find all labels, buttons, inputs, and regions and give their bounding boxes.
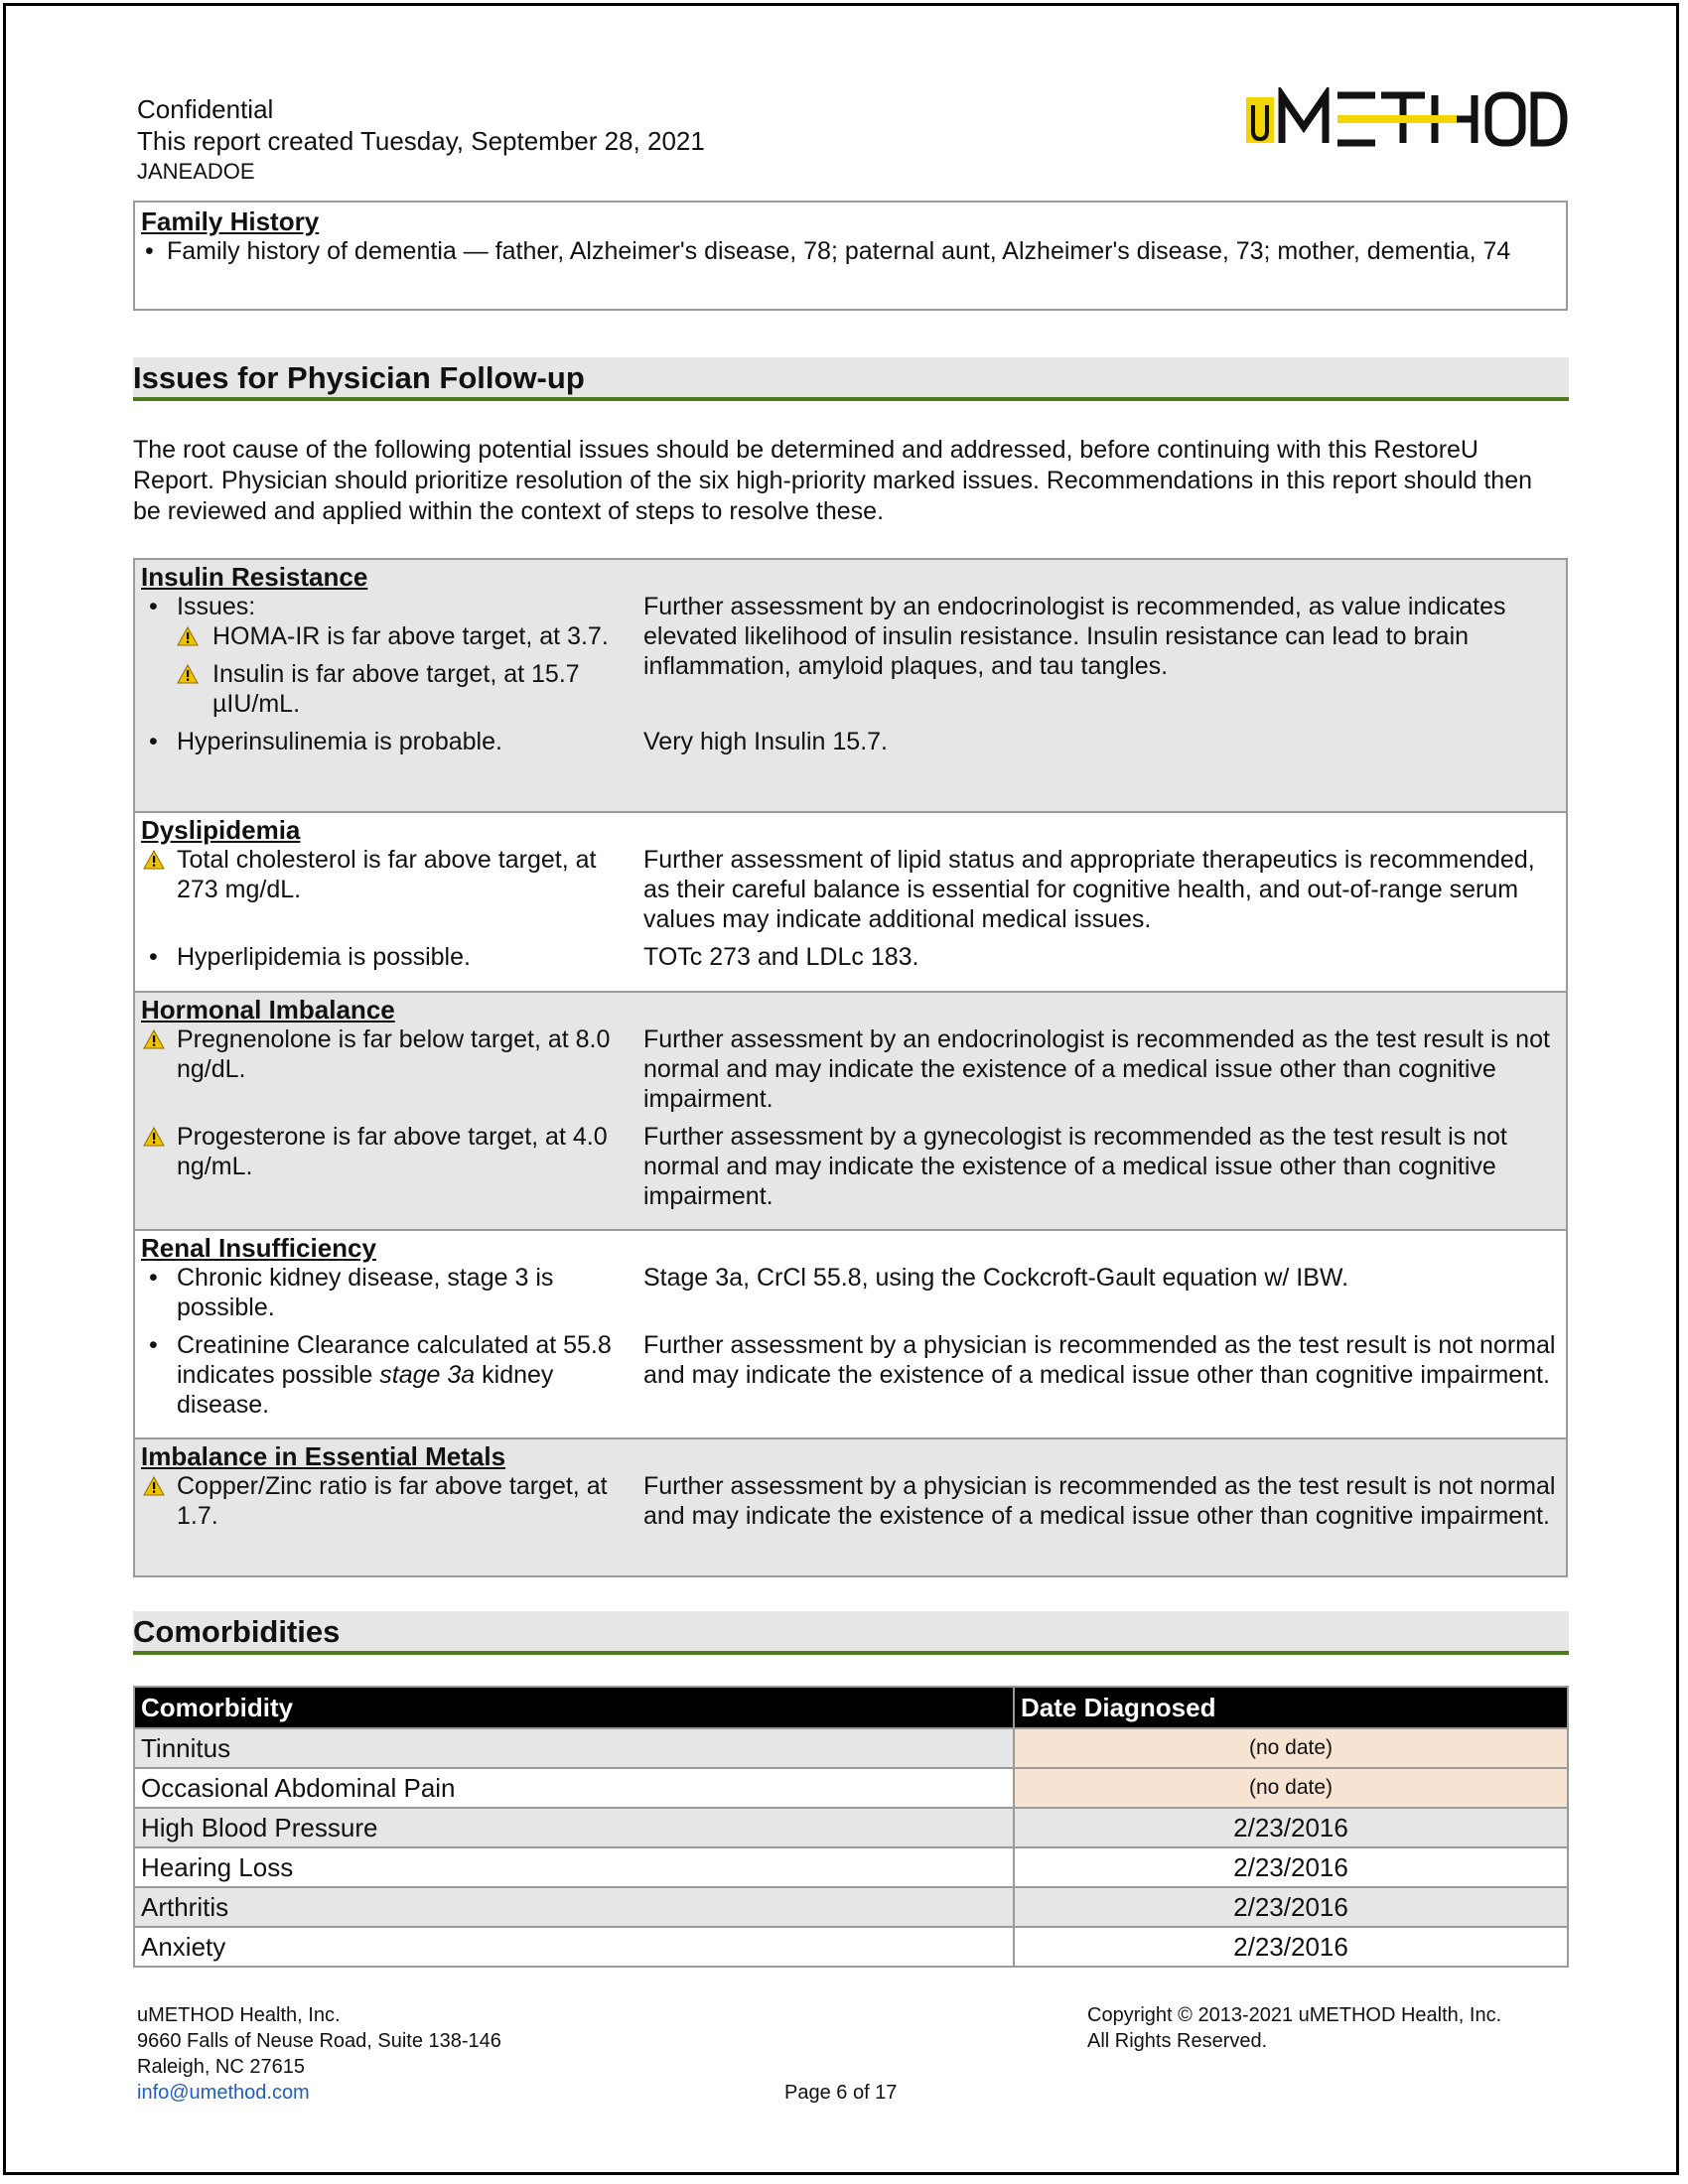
- patient-username: JANEADOE: [137, 159, 255, 184]
- issue-title: Dyslipidemia: [141, 815, 301, 845]
- issue-title: Hormonal Imbalance: [141, 995, 395, 1024]
- table-row: Occasional Abdominal Pain (no date): [134, 1768, 1568, 1808]
- family-history-title: Family History: [141, 206, 320, 236]
- issue-hormonal-imbalance: Hormonal Imbalance Pregnenolone is far below target, at 8.0 ng/dL. Further assessment by an endocrinologist is recommended as the test result is not normal and may indicate the existence of a medical issue other than cognitive impairment. Progesterone is far above target, at 4.0 ng/mL. Further assessment by a gynecologist is recommended as the test result is not normal and may indicate the existence of a medical issue other than cognitive impairment.: [135, 993, 1566, 1231]
- issue-insulin-resistance: Insulin Resistance • Issues: HOMA-IR is far above target, at 3.7. Insulin is far above target, at 15.7 µIU/mL. Further assessment by an endocrinologist is recommended, as value indicates elevated likelihood of insulin resistance. Insulin resistance can lead to brain inflammation, amyloid plaques, and tau tangles. • Hyperinsulinemia is probable. Very high Insulin 15.7.: [135, 560, 1566, 813]
- issue-note: Further assessment by a gynecologist is recommended as the test result is not normal and may indicate the existence of a medical issue other than cognitive impairment.: [643, 1123, 1507, 1210]
- bullet-icon: •: [149, 943, 158, 971]
- footer-copyright: Copyright © 2013-2021 uMETHOD Health, Inc. All Rights Reserved.: [1087, 2004, 1502, 2052]
- report-header: [137, 93, 705, 187]
- section-heading-comorbidities: Comorbidities: [133, 1611, 1569, 1655]
- creatinine-text: Creatinine Clearance calculated at 55.8 indicates possible stage 3a kidney disease.: [177, 1331, 612, 1419]
- issue-essential-metals: Imbalance in Essential Metals Copper/Zinc ratio is far above target, at 1.7. Further assessment by a physician is recommended as the test result is not normal and may indicate the existence of a medical issue other than cognitive impairment.: [135, 1439, 1566, 1575]
- report-created-date: This report created Tuesday, September 28, 2021: [137, 126, 705, 156]
- warning-icon: [141, 1471, 177, 1531]
- followup-intro: The root cause of the following potential issues should be determined and addressed, before continuing with this RestoreU Report. Physician should prioritize resolution of the six high-priority marked issues. Recommendations in this report should then be reviewed and applied within the context of steps to resolve these.: [133, 436, 1533, 525]
- issue-note: Further assessment by an endocrinologist is recommended as the test result is not normal and may indicate the existence of a medical issue other than cognitive impairment.: [643, 1025, 1550, 1113]
- footer-email-link[interactable]: info@umethod.com: [137, 2082, 310, 2104]
- issue-note: Further assessment by a physician is recommended as the test result is not normal and may indicate the existence of a medical issue other than cognitive impairment.: [643, 1331, 1556, 1389]
- table-row: Anxiety 2/23/2016: [134, 1927, 1568, 1967]
- footer-address-line2: Raleigh, NC 27615: [137, 2056, 305, 2078]
- issue-title: Imbalance in Essential Metals: [141, 1441, 506, 1471]
- column-header-date-diagnosed: Date Diagnosed: [1014, 1687, 1568, 1728]
- table-row: Hearing Loss 2/23/2016: [134, 1847, 1568, 1887]
- issue-dyslipidemia: Dyslipidemia Total cholesterol is far above target, at 273 mg/dL. Further assessment of lipid status and appropriate therapeutics is recommended, as their careful balance is essential for cognitive health, and out-of-range serum values may indicate additional medical issues. • Hyperlipidemia is possible. TOTc 273 and LDLc 183.: [135, 813, 1566, 993]
- table-row: High Blood Pressure 2/23/2016: [134, 1808, 1568, 1847]
- issue-note: Further assessment by an endocrinologist is recommended, as value indicates elevated likelihood of insulin resistance. Insulin resistance can lead to brain inflammation, amyloid plaques, and tau tangles.: [643, 593, 1506, 680]
- column-header-comorbidity: Comorbidity: [134, 1687, 1014, 1728]
- list-item: • Family history of dementia — father, Alzheimer's disease, 78; paternal aunt, Alzheimer's disease, 73; mother, dementia, 74: [145, 237, 1511, 265]
- issue-note: Stage 3a, CrCl 55.8, using the Cockcroft-Gault equation w/ IBW.: [643, 1264, 1349, 1292]
- bullet-icon: •: [149, 593, 158, 620]
- footer-address: [137, 2002, 501, 2106]
- table-row: Arthritis 2/23/2016: [134, 1887, 1568, 1927]
- issue-note: Further assessment of lipid status and appropriate therapeutics is recommended, as their careful balance is essential for cognitive health, and out-of-range serum values may indicate additional medical issues.: [643, 846, 1535, 933]
- comorbidities-table: [133, 1686, 1569, 1968]
- bullet-icon: •: [149, 1264, 158, 1292]
- issue-title: Renal Insufficiency: [141, 1233, 376, 1263]
- footer-company: uMETHOD Health, Inc.: [137, 2004, 341, 2026]
- issue-note: Further assessment by a physician is recommended as the test result is not normal and may indicate the existence of a medical issue other than cognitive impairment.: [643, 1472, 1556, 1530]
- warning-icon: [141, 1122, 177, 1211]
- warning-icon: [141, 845, 177, 934]
- table-row: Tinnitus (no date): [134, 1728, 1568, 1768]
- bullet-icon: •: [149, 1331, 158, 1359]
- bullet-icon: •: [149, 728, 158, 755]
- warning-icon: [141, 1024, 177, 1114]
- issue-note: Very high Insulin 15.7.: [643, 728, 888, 755]
- issue-note: TOTc 273 and LDLc 183.: [643, 943, 919, 971]
- issue-renal-insufficiency: Renal Insufficiency • Chronic kidney disease, stage 3 is possible. Stage 3a, CrCl 55.8, using the Cockcroft-Gault equation w/ IBW. • Creatinine Clearance calculated at 55.8 indicates possible stage 3a kidney disease. Further assessment by a physician is recommended as the test result is not normal and may indicate the existence of a medical issue other than cognitive impairment.: [135, 1231, 1566, 1439]
- umethod-logo: [1246, 87, 1569, 149]
- family-history-text: Family history of dementia — father, Alzheimer's disease, 78; paternal aunt, Alzheimer's disease, 73; mother, dementia, 74: [167, 237, 1511, 265]
- family-history-box: [133, 201, 1568, 311]
- issue-title: Insulin Resistance: [141, 562, 368, 592]
- warning-icon: [177, 621, 212, 651]
- confidential-label: Confidential: [137, 94, 274, 124]
- page-number: Page 6 of 17: [784, 2082, 898, 2104]
- warning-icon: [177, 659, 212, 719]
- section-heading-followup: Issues for Physician Follow-up: [133, 357, 1569, 401]
- footer-address-line1: 9660 Falls of Neuse Road, Suite 138-146: [137, 2030, 501, 2052]
- followup-issues-table: [133, 558, 1568, 1577]
